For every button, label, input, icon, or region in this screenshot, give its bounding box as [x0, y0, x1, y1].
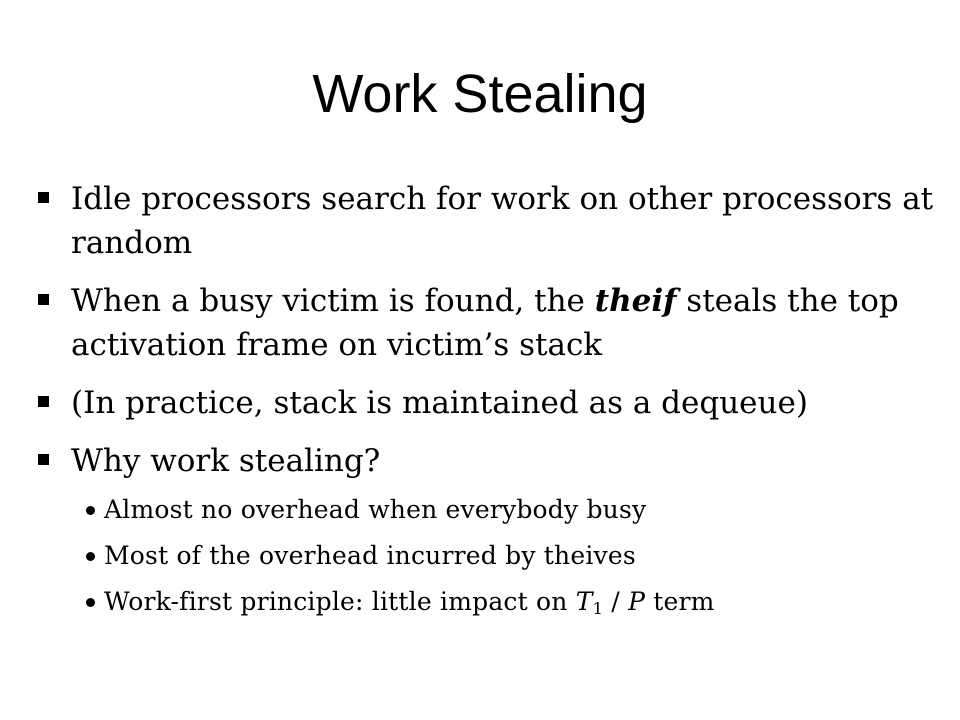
- sub-bullet-item: [86, 539, 943, 573]
- sub-bullet-text: Most of the overhead incurred by theives: [104, 541, 636, 570]
- square-bullet-icon: [38, 294, 49, 305]
- slide-title: Work Stealing: [312, 64, 648, 124]
- bullet-text: (In practice, stack is maintained as a dequeue): [71, 385, 808, 421]
- math-slash: /: [603, 587, 629, 616]
- bullet-text: Why work stealing?: [71, 443, 381, 479]
- sub-bullet-item: [86, 493, 943, 527]
- square-bullet-icon: [38, 396, 49, 407]
- bullet-text-pre: When a busy victim is found, the: [71, 283, 595, 319]
- square-bullet-icon: [38, 192, 49, 203]
- sub-bullet-item: [86, 585, 943, 619]
- math-variable-t: T: [575, 587, 593, 616]
- bullet-item: [38, 279, 943, 367]
- round-bullet-icon: [86, 598, 95, 607]
- math-variable-p: P: [628, 587, 646, 616]
- bullet-item: [38, 177, 943, 265]
- bullet-text: Idle processors search for work on other processors at random: [71, 181, 934, 261]
- bullet-item: [38, 439, 943, 483]
- sub-bullet-text: Almost no overhead when everybody busy: [104, 495, 647, 524]
- bullet-emphasis: theif: [594, 283, 677, 319]
- bullet-text-post: steals the top activation frame on victim’s stack: [71, 283, 899, 363]
- round-bullet-icon: [86, 552, 95, 561]
- math-subscript: 1: [592, 599, 604, 619]
- sub-bullet-text-post: term: [645, 587, 715, 616]
- bullet-item: [38, 381, 943, 425]
- bullet-list: [38, 177, 943, 631]
- square-bullet-icon: [38, 454, 49, 465]
- sub-bullet-text-pre: Work-first principle: little impact on: [104, 587, 576, 616]
- round-bullet-icon: [86, 506, 95, 515]
